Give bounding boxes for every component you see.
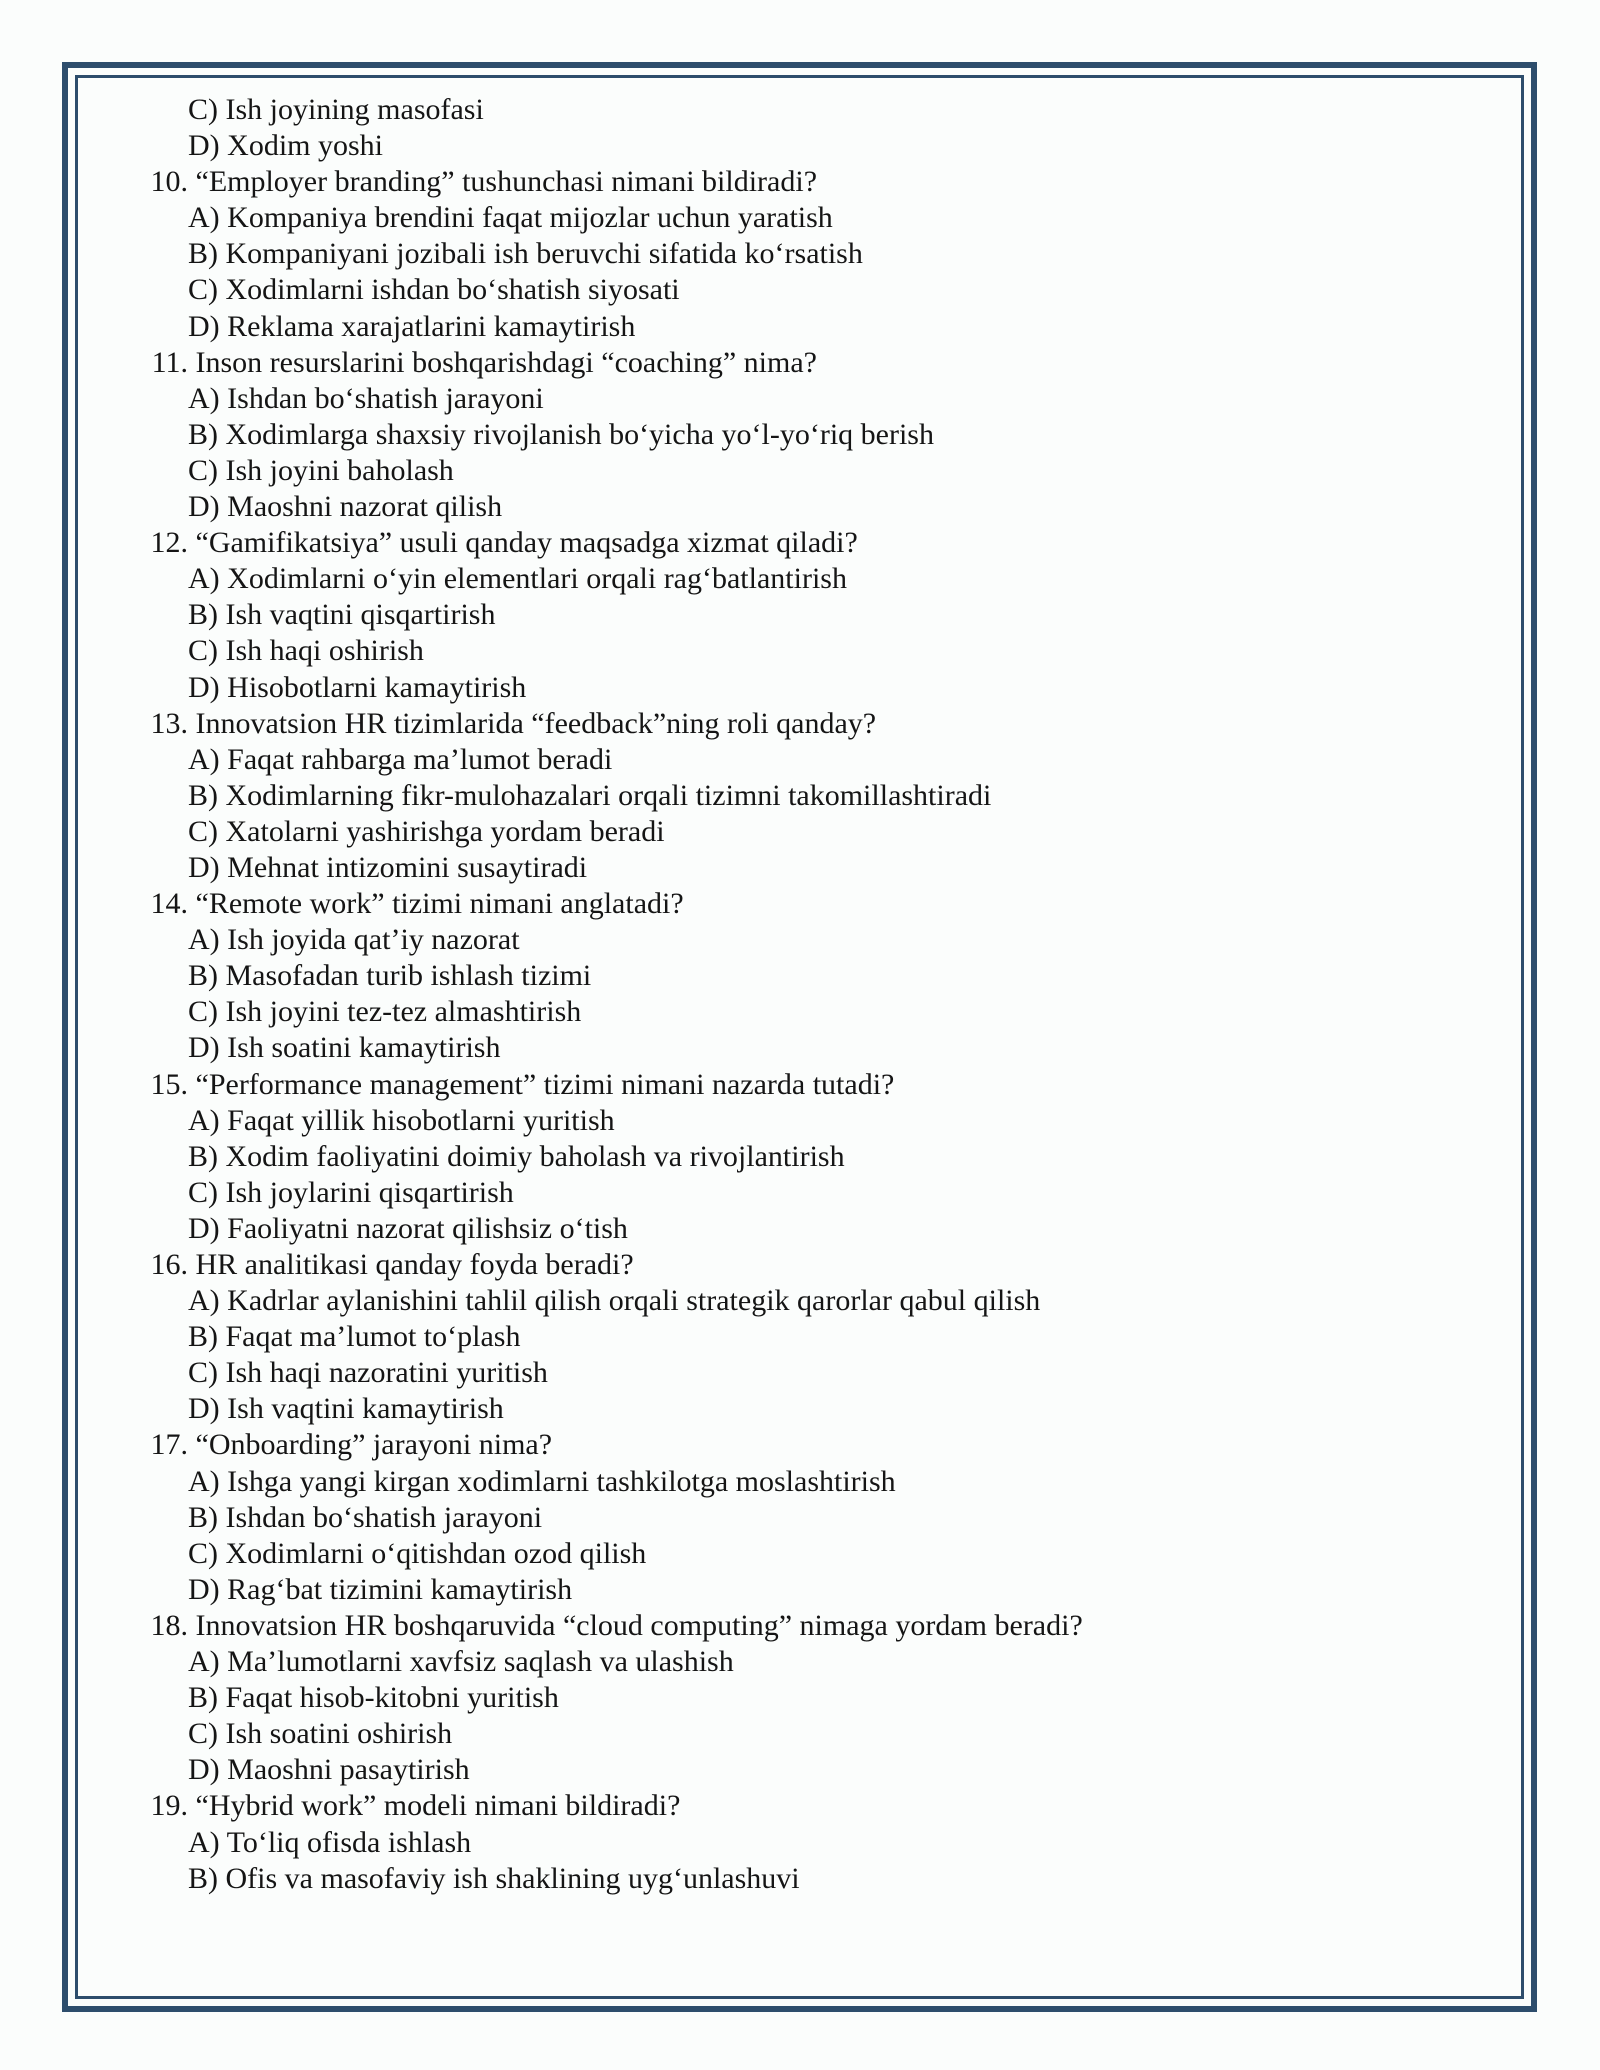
question <box>140 706 1440 742</box>
option: B) Xodimlarga shaxsiy rivojlanish bo‘yicha yo‘l-yo‘riq berish <box>188 417 934 451</box>
question-number: 17. <box>150 1428 188 1462</box>
question-text: HR analitikasi qanday foyda beradi? <box>195 1248 634 1281</box>
option: C) Ish haqi oshirish <box>188 634 424 668</box>
question-number: 15. <box>150 1067 188 1101</box>
option: D) Rag‘bat tizimini kamaytirish <box>188 1572 573 1606</box>
question-number: 12. <box>150 526 188 560</box>
option: A) Faqat rahbarga ma’lumot beradi <box>188 742 613 776</box>
question <box>140 1067 1440 1103</box>
question <box>140 525 1440 561</box>
option: D) Maoshni pasaytirish <box>188 1753 470 1787</box>
option: D) Faoliyatni nazorat qilishsiz o‘tish <box>188 1211 628 1245</box>
option: A) Ma’lumotlarni xavfsiz saqlash va ulashish <box>188 1645 734 1679</box>
option: C) Ish joyini baholash <box>188 453 454 487</box>
option: D) Mehnat intizomini susaytiradi <box>188 850 588 884</box>
question-text: “Remote work” tizimi nimani anglatadi? <box>195 887 684 921</box>
question <box>140 345 1440 381</box>
question-text: “Performance management” tizimi nimani nazarda tutadi? <box>195 1067 895 1101</box>
question <box>140 1608 1440 1644</box>
option: C) Ish joyining masofasi <box>188 93 484 126</box>
option: C) Xodimlarni o‘qitishdan ozod qilish <box>188 1536 647 1570</box>
option: B) Faqat ma’lumot to‘plash <box>188 1320 521 1354</box>
option: A) Ish joyida qat’iy nazorat <box>188 923 520 957</box>
question <box>140 1427 1440 1463</box>
option: C) Xodimlarni ishdan bo‘shatish siyosati <box>188 273 680 307</box>
option: B) Ish vaqtini qisqartirish <box>188 598 496 632</box>
question-text: Inson resurslarini boshqarishdagi “coaching” nima? <box>195 345 817 379</box>
question-number: 19. <box>150 1789 188 1823</box>
question <box>140 164 1440 200</box>
option: C) Ish soatini oshirish <box>188 1717 453 1751</box>
option: C) Ish joylarini qisqartirish <box>188 1175 514 1209</box>
question-number: 18. <box>150 1608 188 1642</box>
question-number: 14. <box>150 887 188 921</box>
question-text: “Hybrid work” modeli nimani bildiradi? <box>195 1789 681 1823</box>
option: A) Kadrlar aylanishini tahlil qilish orqali strategik qarorlar qabul qilish <box>188 1284 1041 1318</box>
question-text: “Employer branding” tushunchasi nimani bildiradi? <box>195 165 818 199</box>
option: B) Ofis va masofaviy ish shaklining uyg‘unlashuvi <box>188 1861 800 1895</box>
question-text: “Onboarding” jarayoni nima? <box>195 1428 553 1462</box>
option: B) Faqat hisob-kitobni yuritish <box>188 1681 559 1715</box>
option: A) To‘liq ofisda ishlash <box>188 1825 472 1859</box>
option: B) Masofadan turib ishlash tizimi <box>188 959 592 993</box>
option: B) Ishdan bo‘shatish jarayoni <box>188 1500 543 1534</box>
option: C) Ish joyini tez-tez almashtirish <box>188 995 582 1029</box>
option: A) Xodimlarni o‘yin elementlari orqali rag‘batlantirish <box>188 562 847 596</box>
question-number: 10. <box>150 165 188 199</box>
option: D) Ish soatini kamaytirish <box>188 1031 501 1065</box>
option: D) Xodim yoshi <box>188 129 383 163</box>
question-text: Innovatsion HR boshqaruvida “cloud computing” nimaga yordam beradi? <box>195 1608 1083 1642</box>
option: B) Xodimlarning fikr-mulohazalari orqali tizimni takomillashtiradi <box>188 778 992 812</box>
question <box>140 886 1440 922</box>
option: B) Kompaniyani jozibali ish beruvchi sifatida ko‘rsatish <box>188 237 863 271</box>
question-list <box>140 92 1440 1897</box>
option: B) Xodim faoliyatini doimiy baholash va rivojlantirish <box>188 1139 845 1173</box>
question-number: 11. <box>151 345 188 379</box>
question-number: 13. <box>150 706 188 740</box>
option: A) Ishdan bo‘shatish jarayoni <box>188 381 544 415</box>
question-text: “Gamifikatsiya” usuli qanday maqsadga xizmat qiladi? <box>195 526 858 560</box>
question-number: 16. <box>150 1248 188 1281</box>
option: D) Hisobotlarni kamaytirish <box>188 670 527 704</box>
option: A) Faqat yillik hisobotlarni yuritish <box>188 1103 615 1137</box>
question <box>140 1247 1440 1283</box>
option: D) Ish vaqtini kamaytirish <box>188 1392 504 1426</box>
option: C) Xatolarni yashirishga yordam beradi <box>188 814 665 848</box>
question-text: Innovatsion HR tizimlarida “feedback”ning roli qanday? <box>195 706 877 740</box>
question <box>140 1788 1440 1824</box>
option: D) Maoshni nazorat qilish <box>188 490 503 524</box>
option: A) Kompaniya brendini faqat mijozlar uchun yaratish <box>188 201 833 235</box>
option: C) Ish haqi nazoratini yuritish <box>188 1356 548 1390</box>
option: A) Ishga yangi kirgan xodimlarni tashkilotga moslashtirish <box>188 1464 896 1498</box>
option: D) Reklama xarajatlarini kamaytirish <box>188 309 636 343</box>
